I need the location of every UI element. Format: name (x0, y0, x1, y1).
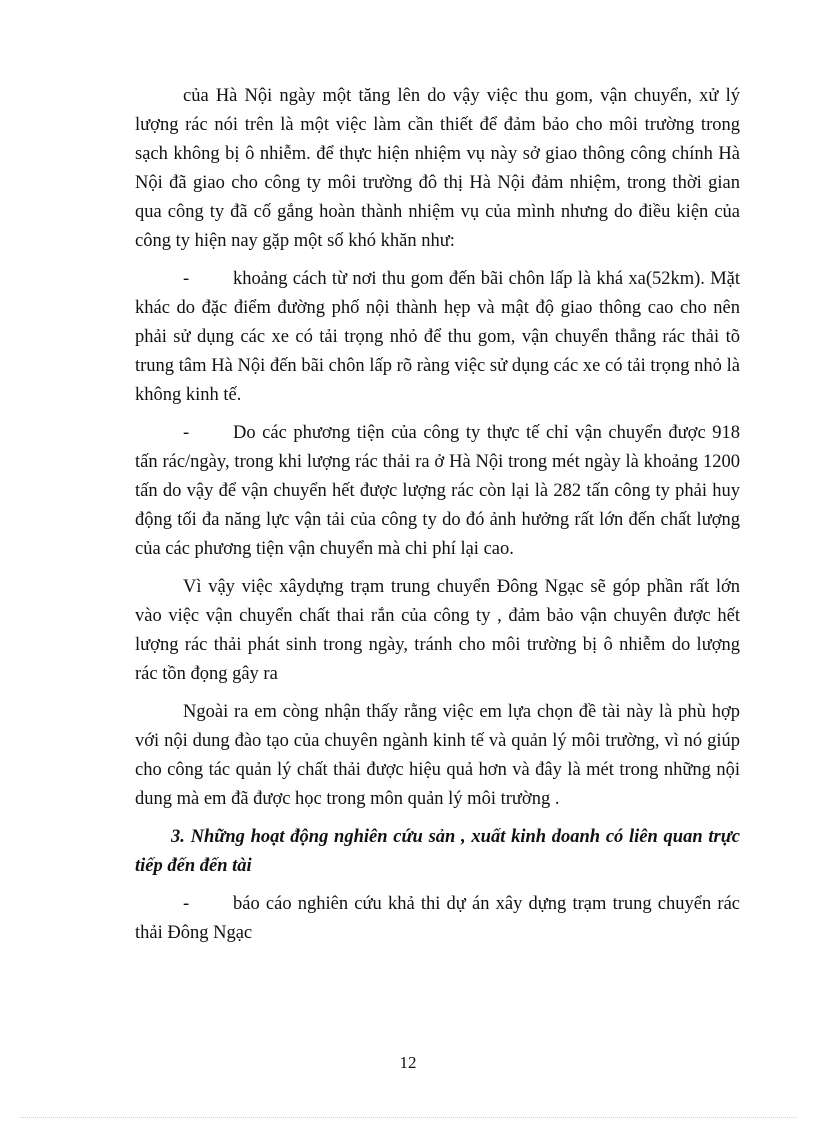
bullet-item-capacity (135, 419, 740, 564)
bullet-text: Do các phương tiện của công ty thực tế chỉ vận chuyển được 918 tấn rác/ngày, trong khi lượng rác thải ra ở Hà Nội trong mét ngày là khoảng 1200 tấn do vậy để vận chuyển hết được lượng rác còn lại là 282 tấn công ty phải huy động tối đa năng lực vận tải của công ty do đó ảnh hưởng rất lớn đến chất lượng của các phương tiện vận chuyển mà chi phí lại cao. (135, 423, 740, 559)
bullet-marker: - (183, 423, 190, 443)
page-number: 12 (399, 1053, 417, 1072)
paragraph-station: Vì vậy việc xâydựng trạm trung chuyển Đông Ngạc sẽ góp phần rất lớn vào việc vận chuyển chất thai rắn của công ty , đảm bảo vận chuyên được hết lượng rác thải phát sinh trong ngày, tránh cho môi trường bị ô nhiễm do lượng rác tồn đọng gây ra (135, 577, 740, 684)
section-heading: 3. Những hoạt động nghiên cứu sản , xuất kinh doanh có liên quan trực tiếp đến đến tài (135, 827, 740, 876)
bullet-text: khoảng cách từ nơi thu gom đến bãi chôn lấp là khá xa(52km). Mặt khác do đặc điểm đường phố nội thành hẹp và mật độ giao thông cao cho nên phải sử dụng các xe có tải trọng nhỏ để thu gom, vận chuyển thẳng rác thải tõ trung tâm Hà Nội đến bãi chôn lấp rõ ràng việc sử dụng các xe có tải trọng nhỏ là không kinh tế. (135, 269, 740, 405)
bullet-marker: - (183, 269, 190, 289)
bullet-item-distance (135, 265, 740, 410)
bullet-text: báo cáo nghiên cứu khả thi dự án xây dựng trạm trung chuyển rác thải Đông Ngạc (135, 894, 740, 943)
page-bottom-divider (20, 1117, 796, 1118)
page-content (135, 82, 740, 957)
bullet-marker: - (183, 894, 190, 914)
paragraph-intro: của Hà Nội ngày một tăng lên do vậy việc thu gom, vận chuyển, xử lý lượng rác nói trên là một việc làm cần thiết để đảm bảo cho môi trường trong sạch không bị ô nhiễm. để thực hiện nhiệm vụ này sở giao thông công chính Hà Nội đã giao cho công ty môi trường đô thị Hà Nội đảm nhiệm, trong thời gian qua công ty đã cố gắng hoàn thành nhiệm vụ của mình nhưng do điều kiện của công ty hiện nay gặp một số khó khăn như: (135, 86, 740, 251)
bullet-item-report (135, 890, 740, 948)
paragraph-topic: Ngoài ra em còng nhận thấy rằng việc em lựa chọn đề tài này là phù hợp với nội dung đào tạo của chuyên ngành kinh tế và quản lý môi trường, vì nó giúp cho công tác quản lý chất thải được hiệu quả hơn và đây là mét trong những nội dung mà em đã được học trong môn quản lý môi trường . (135, 702, 740, 809)
